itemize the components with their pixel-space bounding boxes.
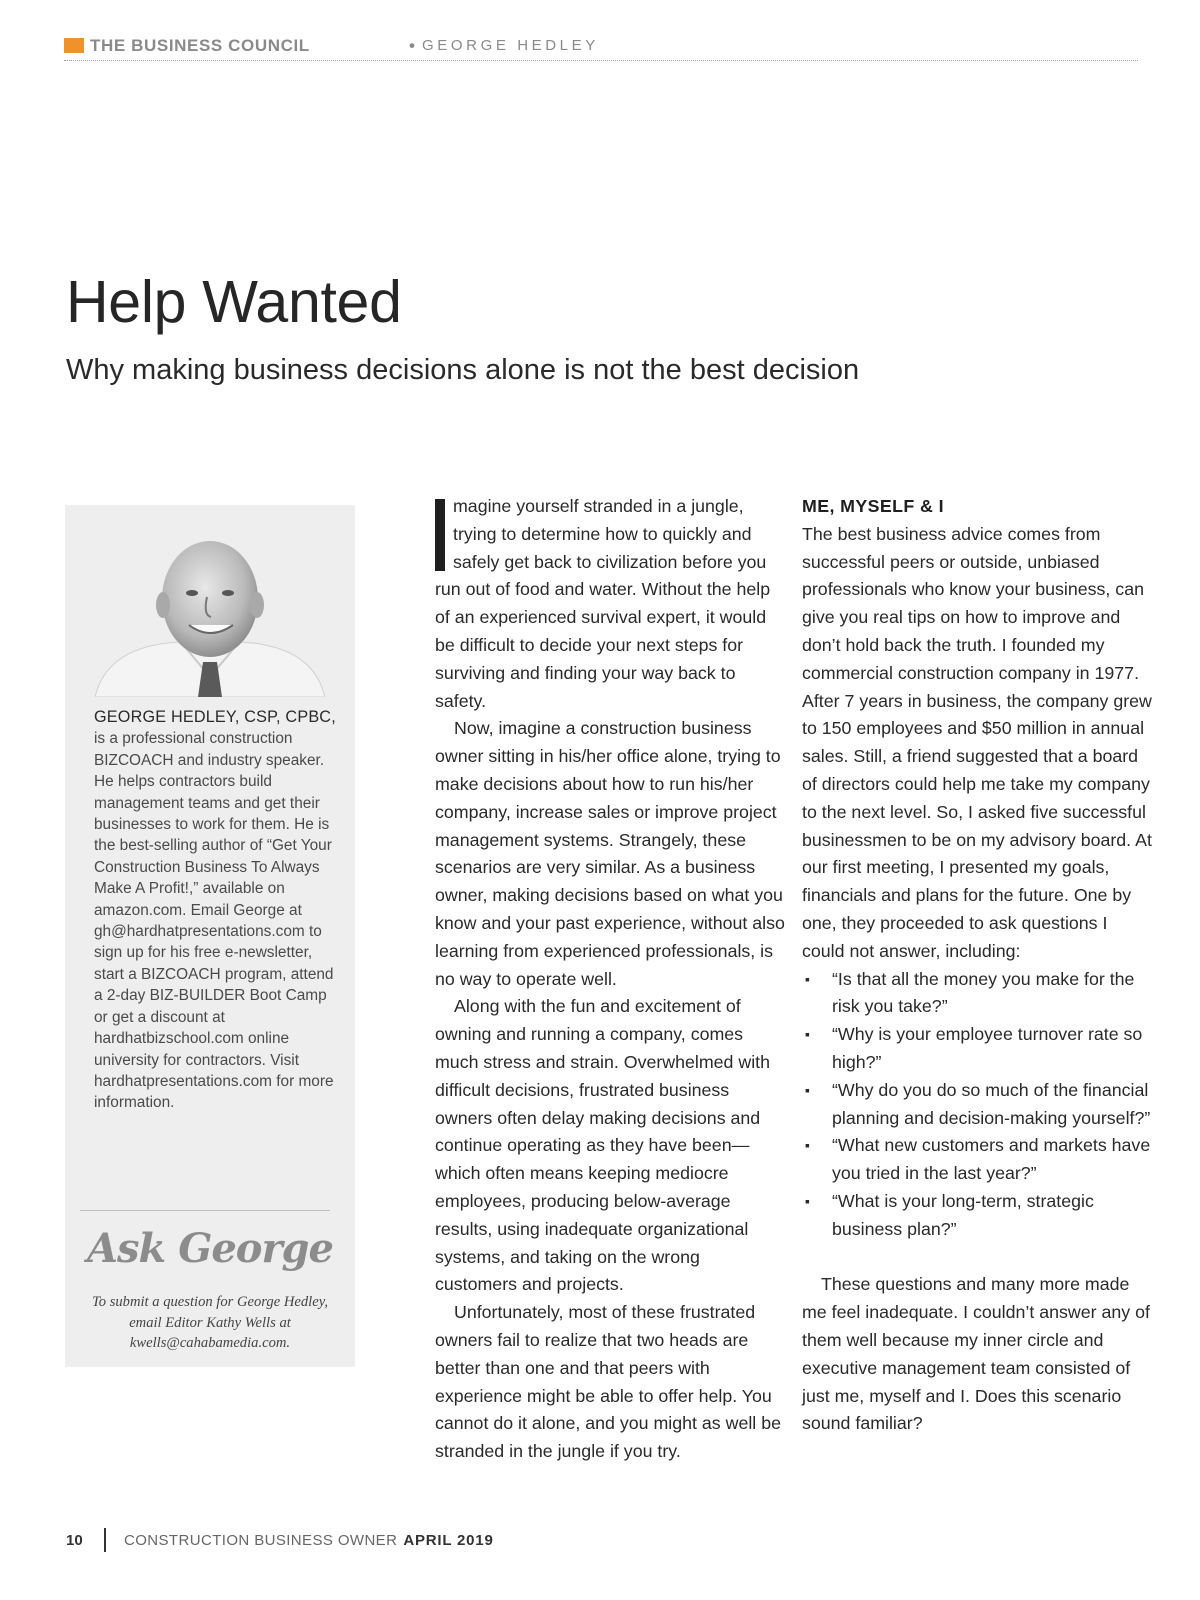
page-number: 10 xyxy=(66,1532,83,1549)
paragraph: Now, imagine a construction business owner sitting in his/her office alone, trying to make decisions about how to run his/her company, increase sales or improve project management systems. Strangely, these scenarios are very similar. As a business owner, making decisions based on what you know and your past experience, without also learning from experienced professionals, is no way to operate well. xyxy=(435,718,785,989)
header-separator: • xyxy=(409,36,415,55)
sidebar-divider xyxy=(80,1210,330,1211)
header-section-name: THE BUSINESS COUNCIL xyxy=(90,36,310,55)
question-list xyxy=(802,966,1152,1244)
bullet-icon: ▪ xyxy=(805,1137,810,1154)
running-header xyxy=(64,36,1138,61)
intro-text: magine yourself stranded in a jungle, trying to determine how to quickly and safely get back to civilization before you run out of food and water. Without the help of an experienced survival expert, it would be difficult to decide your next steps for surviving and finding your way back to safety. xyxy=(435,496,771,711)
article-subtitle: Why making business decisions alone is not the best decision xyxy=(66,354,860,386)
author-name: GEORGE HEDLEY, CSP, CPBC, xyxy=(94,708,336,726)
paragraph: These questions and many more made me feel inadequate. I couldn’t answer any of them well because my inner circle and executive management team consisted of just me, myself and I. Does this scenario sound familiar? xyxy=(802,1274,1150,1434)
paragraph-intro xyxy=(435,493,785,715)
header-author: GEORGE HEDLEY xyxy=(422,37,599,54)
list-item: ▪ “What new customers and markets have you tried in the last year?” xyxy=(802,1132,1152,1188)
author-bio-text: is a professional construction BIZCOACH and industry speaker. He helps contractors build management teams and get their businesses to work for them. He is the best-selling author of “Get Your Construction Business To Always Make A Profit!,” available on amazon.com. Email George at gh@hardhatpresentations.com to sign up for his free e-newsletter, start a BIZCOACH program, attend a 2-day BIZ-BUILDER Boot Camp or get a discount at hardhatbizschool.com online university for contractors. Visit hardhatpresentations.com for more information. xyxy=(94,730,334,1112)
footer-divider xyxy=(104,1528,106,1552)
ask-george-heading: Ask George xyxy=(87,1225,333,1272)
drop-cap-i xyxy=(435,499,445,571)
bullet-icon: ▪ xyxy=(805,1192,810,1209)
article-title: Help Wanted xyxy=(66,269,402,335)
spacer xyxy=(802,1244,1152,1272)
list-item: ▪ “Is that all the money you make for the risk you take?” xyxy=(802,966,1152,1022)
issue-date: APRIL 2019 xyxy=(403,1532,494,1549)
paragraph: Along with the fun and excitement of owning and running a company, comes much stress and strain. Overwhelmed with difficult decisions, frustrated business owners often delay making decisions and continue operating as they have been—which often means keeping mediocre employees, producing below-average results, using inadequate organizational systems, and taking on the wrong customers and projects. xyxy=(435,996,771,1295)
bullet-icon: ▪ xyxy=(805,1026,810,1043)
article-column-middle xyxy=(435,493,785,1466)
paragraph: Unfortunately, most of these frustrated owners fail to realize that two heads are better than one and that peers with experience might be able to offer help. You cannot do it alone, and you might as well be stranded in the jungle if you try. xyxy=(435,1302,781,1462)
article-column-right xyxy=(802,493,1152,1438)
publication-name: CONSTRUCTION BUSINESS OWNER APRIL 2019 xyxy=(124,1532,494,1549)
ask-george-note: To submit a question for George Hedley, email Editor Kathy Wells at kwells@cahabamedia.com. xyxy=(91,1294,329,1351)
section-marker-icon xyxy=(64,38,84,53)
paragraph: The best business advice comes from successful peers or outside, unbiased professionals who know your business, can give you real tips on how to improve and don’t hold back the truth. I founded my commercial construction company in 1977. After 7 years in business, the company grew to 150 employees and $50 million in annual sales. Still, a friend suggested that a board of directors could help me take my company to the next level. So, I asked five successful businessmen to be on my advisory board. At our first meeting, I presented my goals, financials and plans for the future. One by one, they proceeded to ask questions I could not answer, including: xyxy=(802,523,1152,961)
author-bio xyxy=(94,707,344,1114)
section-heading: ME, MYSELF & I xyxy=(802,496,944,516)
bullet-icon: ▪ xyxy=(805,1081,810,1098)
list-item: ▪ “Why is your employee turnover rate so high?” xyxy=(802,1021,1152,1077)
list-item: ▪ “What is your long-term, strategic business plan?” xyxy=(802,1188,1152,1244)
author-portrait xyxy=(95,527,325,697)
list-item: ▪ “Why do you do so much of the financial planning and decision-making yourself?” xyxy=(802,1077,1152,1133)
author-sidebar xyxy=(65,505,355,1367)
bullet-icon: ▪ xyxy=(805,970,810,987)
